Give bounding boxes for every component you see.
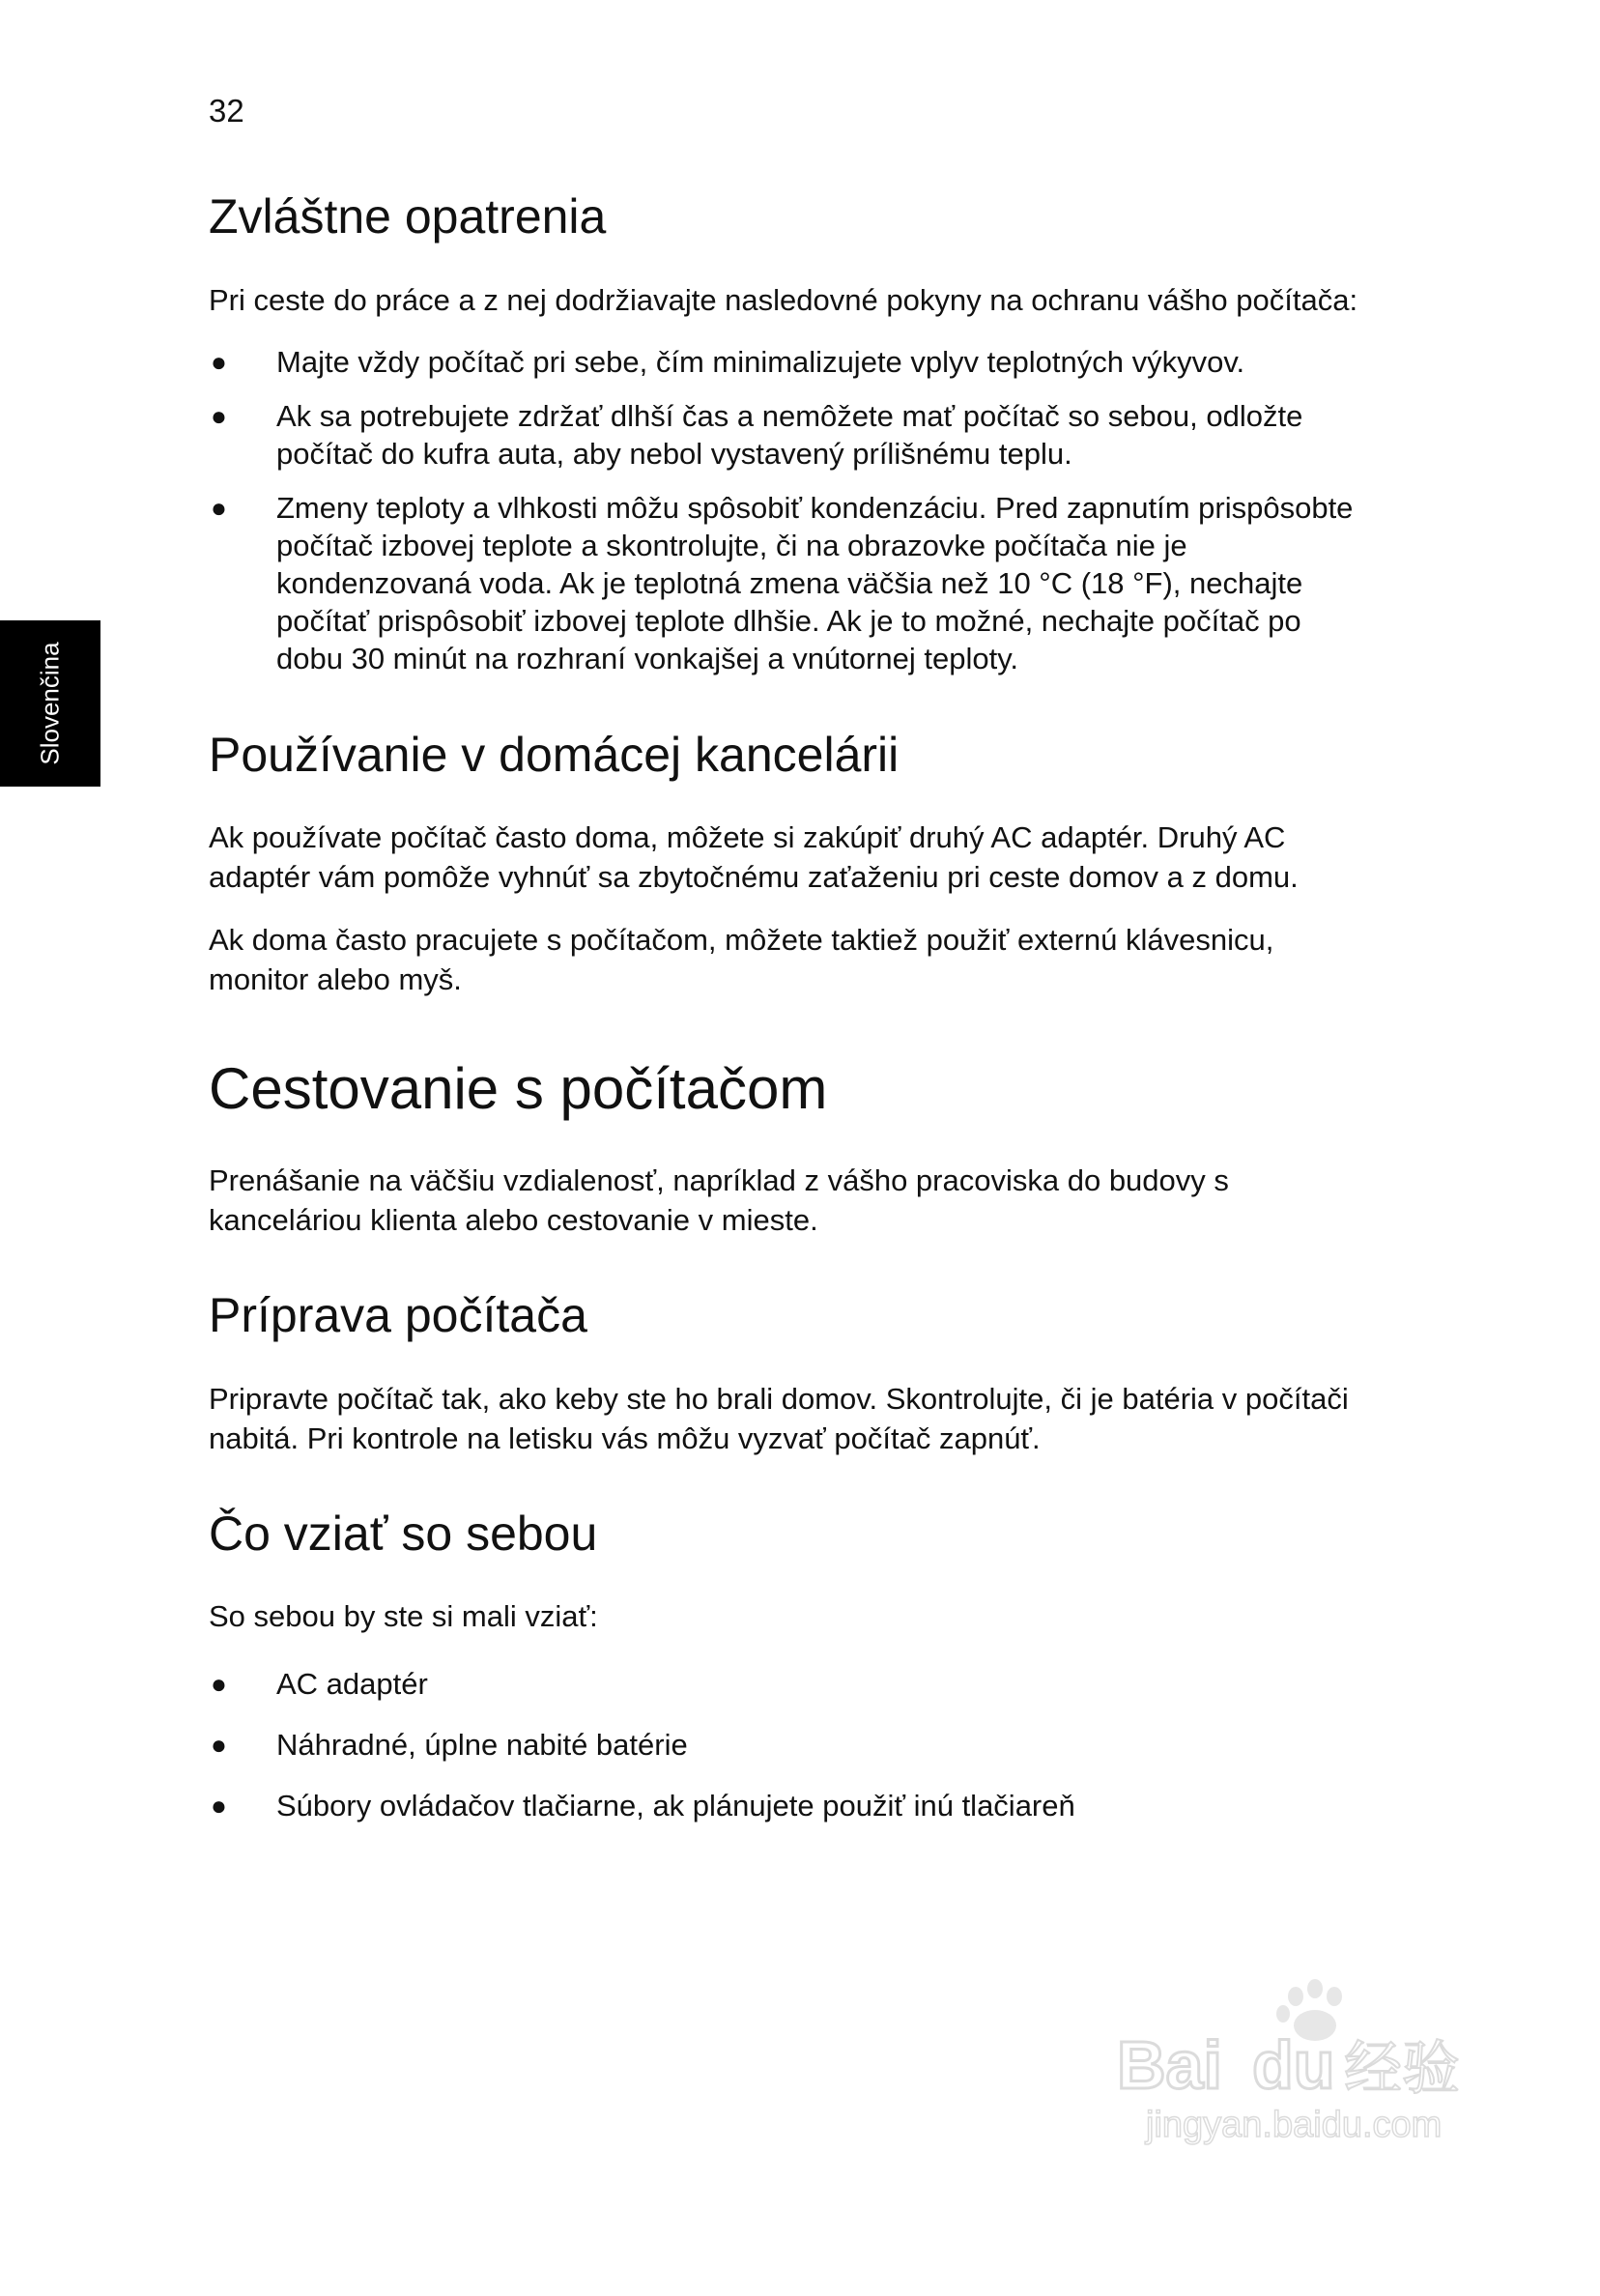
paragraph: Ak doma často pracujete s počítačom, môžete taktiež použiť externú klávesnicu, monitor alebo myš. (209, 923, 1274, 996)
paragraph: Ak používate počítač často doma, môžete si zakúpiť druhý AC adaptér. Druhý AC adaptér vám pomôže vyhnúť sa zbytočnému zaťaženiu pri ceste domov a z domu. (209, 820, 1299, 894)
bullet-icon: ● (211, 1669, 227, 1699)
svg-text:Bai: Bai (1117, 2027, 1222, 2103)
list-item (209, 343, 1368, 381)
list-item-text: Zmeny teploty a vlhkosti môžu spôsobiť kondenzáciu. Pred zapnutím prispôsobte počítač izbovej teplote a skontrolujte, či na obrazovke počítača nie je kondenzovaná voda. Ak je teplotná zmena väčšia než 10 °C (18 °F), nechajte počítať prispôsobiť izbovej teplote dlhšie. Ak je to možné, nechajte počítač po dobu 30 minút na rozhraní vonkajšej a vnútornej teploty. (276, 490, 1354, 675)
bullet-list (209, 1665, 1368, 1824)
list-item-text: AC adaptér (276, 1667, 428, 1701)
list-item (209, 489, 1368, 677)
baidu-watermark-logo (1107, 1958, 1494, 2151)
bullet-icon: ● (211, 1791, 227, 1821)
section-title: Čo vziať so sebou (209, 1506, 598, 1561)
svg-text:jingyan.baidu.com: jingyan.baidu.com (1146, 2105, 1443, 2145)
list-item-text: Súbory ovládačov tlačiarne, ak plánujete použiť inú tlačiareň (276, 1789, 1075, 1822)
bullet-icon: ● (211, 400, 227, 431)
paragraph: Prenášanie na väčšiu vzdialenosť, napríklad z vášho pracoviska do budovy s kanceláriou klienta alebo cestovanie v mieste. (209, 1163, 1229, 1237)
section-intro: Pri ceste do práce a z nej dodržiavajte nasledovné pokyny na ochranu vášho počítača: (209, 282, 1358, 317)
list-item-text: Ak sa potrebujete zdržať dlhší čas a nemôžete mať počítač so sebou, odložte počítač do kufra auta, aby nebol vystavený prílišnému teplu. (276, 398, 1303, 471)
bullet-list (209, 343, 1368, 677)
page-number: 32 (209, 93, 244, 129)
language-side-tab (0, 620, 100, 787)
section-title: Používanie v domácej kancelárii (209, 727, 900, 782)
list-item-text: Majte vždy počítač pri sebe, čím minimalizujete vplyv teplotných výkyvov. (276, 344, 1245, 379)
section-computer-prep (209, 1288, 1368, 1458)
paragraph: Pripravte počítač tak, ako keby ste ho brali domov. Skontrolujte, či je batéria v počítači nabitá. Pri kontrole na letisku vás môžu vyzvať počítač zapnúť. (209, 1381, 1349, 1455)
section-title: Zvláštne opatrenia (209, 189, 607, 244)
bullet-icon: ● (211, 492, 227, 523)
language-side-tab-label: Slovenčina (35, 642, 65, 765)
section-home-office (209, 728, 1368, 1000)
section-travel (209, 1055, 1368, 1240)
svg-text:经验: 经验 (1344, 2035, 1460, 2103)
section-special-precautions (209, 189, 1368, 677)
list-item (209, 1665, 1368, 1703)
chapter-title: Cestovanie s počítačom (209, 1056, 828, 1121)
page-content (209, 189, 1368, 1863)
list-item (209, 397, 1368, 473)
section-title: Príprava počítača (209, 1288, 587, 1342)
section-what-to-bring (209, 1507, 1368, 1825)
list-item (209, 1726, 1368, 1764)
bullet-icon: ● (211, 346, 227, 377)
section-intro: So sebou by ste si mali vziať: (209, 1599, 598, 1633)
bullet-icon: ● (211, 1730, 227, 1760)
list-item-text: Náhradné, úplne nabité batérie (276, 1728, 688, 1762)
svg-text:du: du (1252, 2027, 1335, 2103)
list-item (209, 1787, 1368, 1824)
